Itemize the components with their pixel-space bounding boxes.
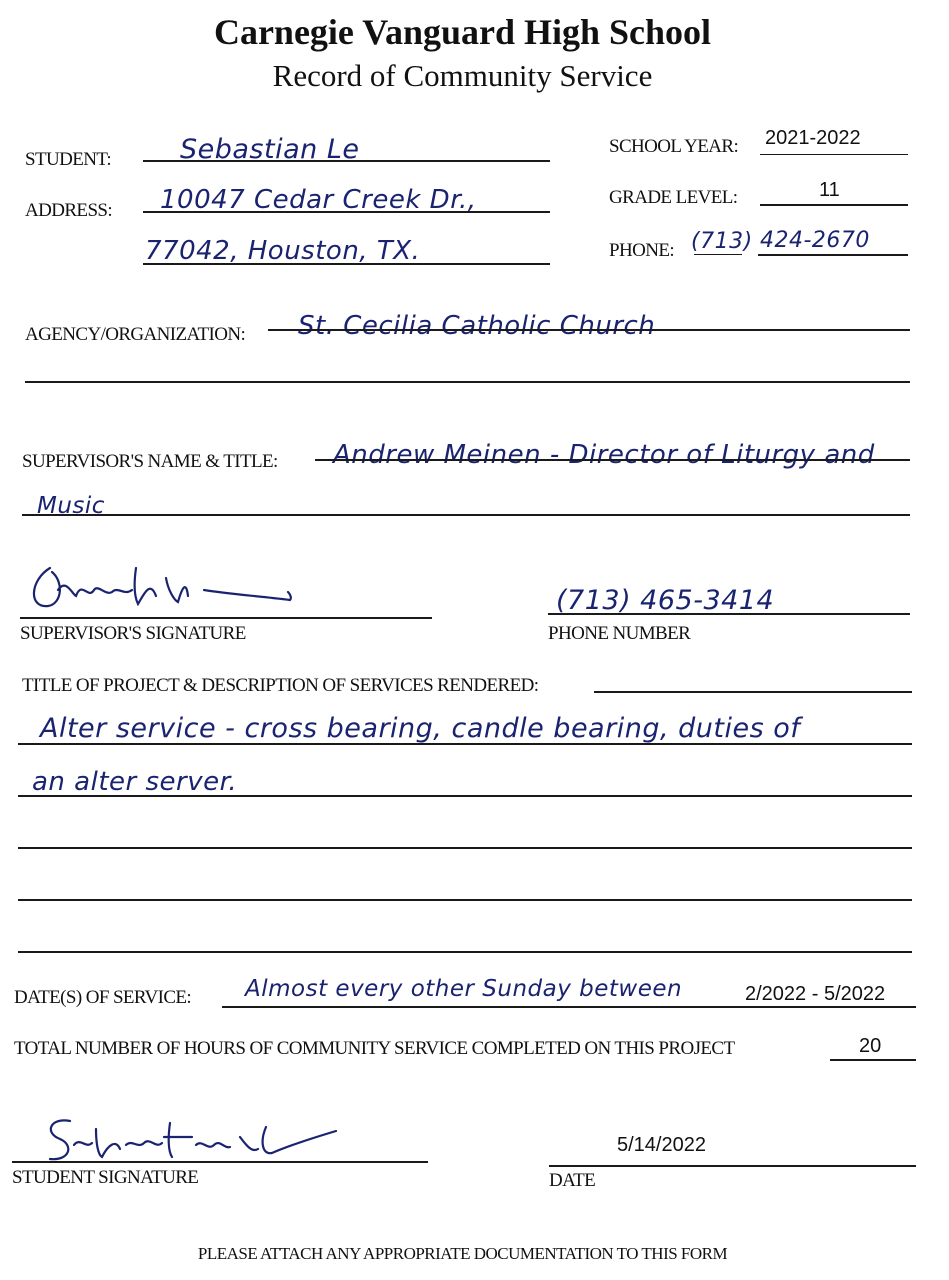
grade-level-label: GRADE LEVEL: bbox=[609, 187, 738, 208]
address-line2-value[interactable]: 77042, Houston, TX. bbox=[145, 236, 421, 266]
grade-level-value[interactable]: 11 bbox=[819, 179, 840, 201]
agency-value[interactable]: St. Cecilia Catholic Church bbox=[298, 311, 656, 341]
grade-level-line bbox=[760, 204, 908, 206]
supervisor-value-line2[interactable]: Music bbox=[37, 493, 105, 519]
footer-note: PLEASE ATTACH ANY APPROPRIATE DOCUMENTATION TO THIS FORM bbox=[197, 1244, 728, 1263]
student-signature-line bbox=[12, 1161, 428, 1163]
hours-value[interactable]: 20 bbox=[859, 1035, 882, 1057]
supervisor-phone-value[interactable]: (713) 465-3414 bbox=[556, 585, 775, 616]
school-name: Carnegie Vanguard High School bbox=[213, 12, 712, 52]
student-name-value[interactable]: Sebastian Le bbox=[180, 134, 360, 165]
student-signature-label: STUDENT SIGNATURE bbox=[12, 1167, 199, 1188]
student-label: STUDENT: bbox=[25, 149, 112, 170]
phone-area-line bbox=[694, 254, 742, 255]
agency-line-2 bbox=[25, 381, 910, 383]
agency-label: AGENCY/ORGANIZATION: bbox=[25, 324, 246, 345]
project-line-2 bbox=[18, 795, 912, 797]
form-title: Record of Community Service bbox=[272, 58, 653, 93]
supervisor-signature-line bbox=[20, 617, 432, 619]
phone-number-value[interactable]: 424-2670 bbox=[760, 228, 870, 253]
project-line2-value[interactable]: an alter server. bbox=[32, 767, 238, 797]
project-line-3 bbox=[18, 847, 912, 849]
student-signature bbox=[40, 1115, 340, 1165]
hours-label: TOTAL NUMBER OF HOURS OF COMMUNITY SERVICE COMPLETED ON THIS PROJECT bbox=[14, 1038, 735, 1059]
phone-area-value[interactable]: (713) bbox=[691, 229, 753, 254]
supervisor-signature-label: SUPERVISOR'S SIGNATURE bbox=[20, 623, 246, 644]
school-year-value[interactable]: 2021-2022 bbox=[765, 127, 861, 149]
address-line1 bbox=[143, 211, 550, 213]
date-line bbox=[549, 1165, 916, 1167]
supervisor-line-2 bbox=[22, 514, 910, 516]
supervisor-line-1 bbox=[315, 459, 910, 461]
dates-typed-value[interactable]: 2/2022 - 5/2022 bbox=[745, 983, 886, 1005]
project-label: TITLE OF PROJECT & DESCRIPTION OF SERVICES RENDERED: bbox=[22, 675, 539, 696]
dates-line bbox=[222, 1006, 916, 1008]
date-value[interactable]: 5/14/2022 bbox=[617, 1134, 706, 1156]
date-label: DATE bbox=[549, 1170, 596, 1191]
phone-label: PHONE: bbox=[609, 240, 675, 261]
phone-number-line bbox=[758, 254, 908, 256]
school-year-line bbox=[760, 154, 908, 155]
address-line1-value[interactable]: 10047 Cedar Creek Dr., bbox=[160, 185, 477, 215]
school-year-label: SCHOOL YEAR: bbox=[609, 136, 739, 157]
dates-handwritten-value[interactable]: Almost every other Sunday between bbox=[245, 976, 683, 1002]
supervisor-phone-line bbox=[548, 613, 910, 615]
project-line-4 bbox=[18, 899, 912, 901]
supervisor-phone-label: PHONE NUMBER bbox=[548, 623, 691, 644]
project-line1-value[interactable]: Alter service - cross bearing, candle bearing, duties of bbox=[40, 713, 801, 744]
supervisor-value-line1[interactable]: Andrew Meinen - Director of Liturgy and bbox=[333, 440, 875, 470]
project-line-0 bbox=[594, 691, 912, 693]
project-line-5 bbox=[18, 951, 912, 953]
project-line-1 bbox=[18, 743, 912, 745]
hours-line bbox=[830, 1059, 916, 1061]
address-line2 bbox=[143, 263, 550, 265]
agency-line bbox=[268, 329, 910, 331]
dates-label: DATE(S) OF SERVICE: bbox=[14, 987, 192, 1008]
address-label: ADDRESS: bbox=[25, 200, 113, 221]
supervisor-signature bbox=[28, 560, 298, 620]
supervisor-label: SUPERVISOR'S NAME & TITLE: bbox=[22, 451, 278, 472]
student-name-line bbox=[143, 160, 550, 162]
